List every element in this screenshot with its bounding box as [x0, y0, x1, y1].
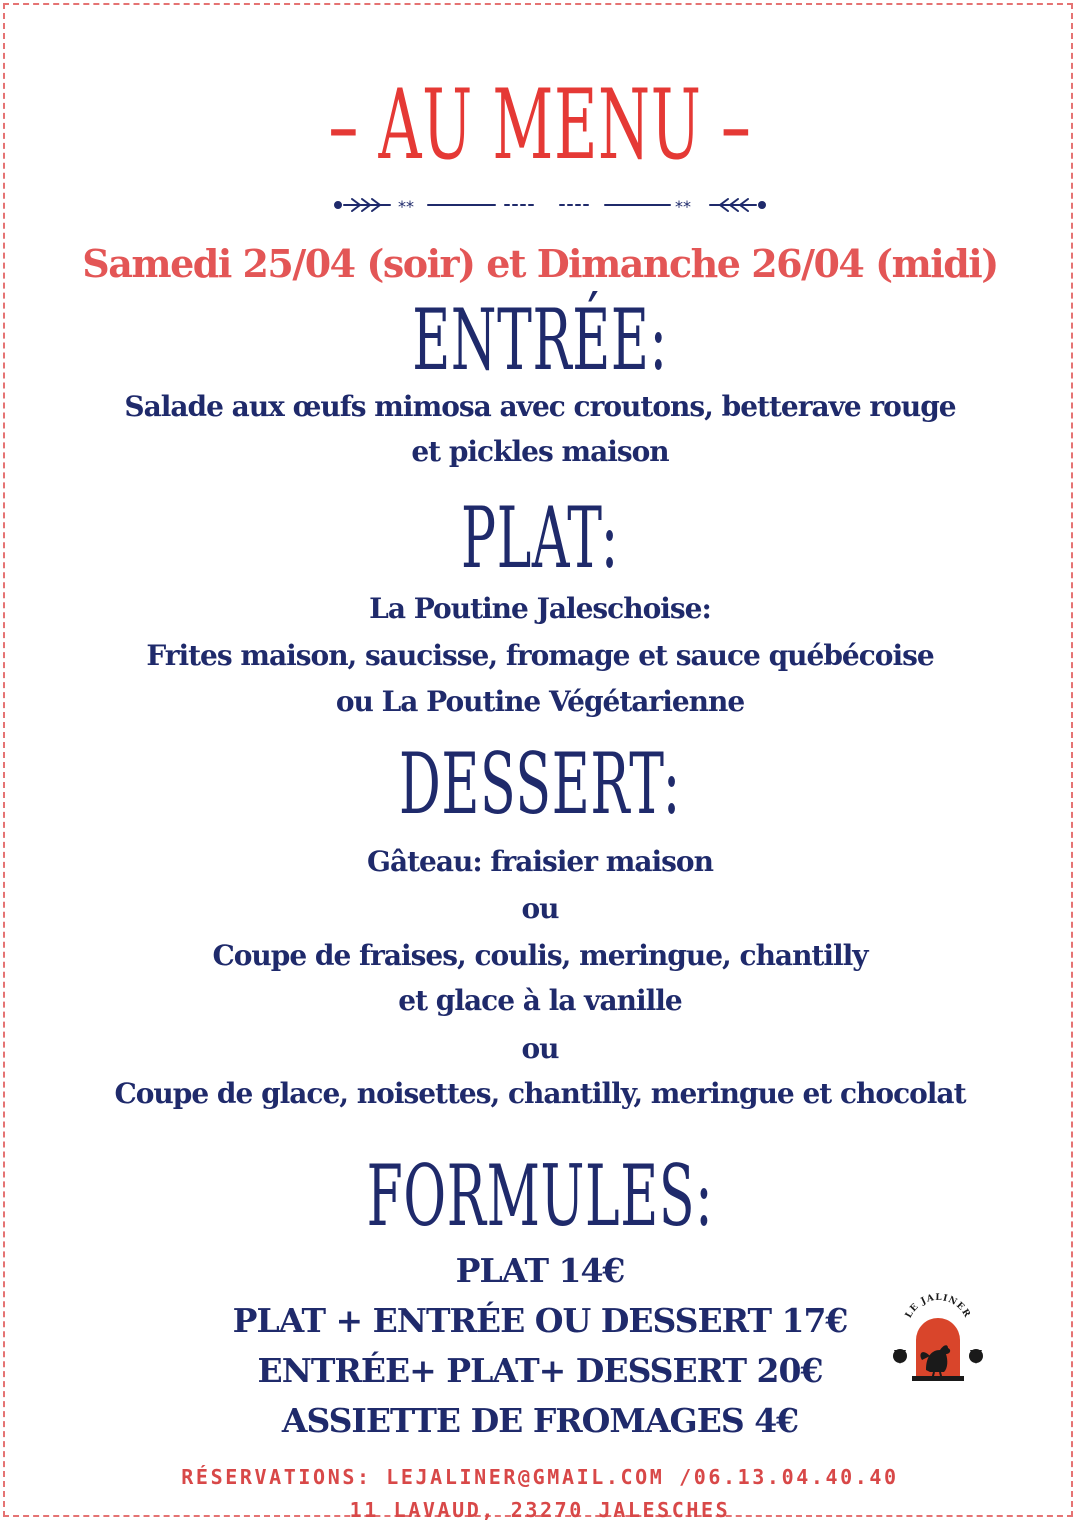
- service-dates: Samedi 25/04 (soir) et Dimanche 26/04 (midi): [82, 241, 998, 286]
- dessert-line: Coupe de glace, noisettes, chantilly, meringue et chocolat: [114, 1077, 966, 1110]
- logo-text: LE JALINER: [903, 1292, 973, 1320]
- dessert-line: ou: [521, 892, 559, 925]
- dessert-line: Gâteau: fraisier maison: [367, 845, 713, 878]
- formules-heading: FORMULES:: [366, 1147, 714, 1245]
- entree-line: Salade aux œufs mimosa avec croutons, betterave rouge: [124, 390, 956, 423]
- svg-text:**: **: [675, 197, 691, 216]
- plat-heading: PLAT:: [461, 489, 619, 587]
- entree-heading: ENTRÉE:: [412, 291, 668, 389]
- reservations-info: RÉSERVATIONS: LEJALINER@GMAIL.COM /06.13.04.40.40: [181, 1465, 899, 1489]
- formule-line: PLAT + ENTRÉE OU DESSERT 17€: [232, 1301, 848, 1340]
- formule-line: ASSIETTE DE FROMAGES 4€: [281, 1401, 799, 1440]
- plat-line: La Poutine Jaleschoise:: [369, 592, 711, 625]
- dessert-line: et glace à la vanille: [398, 984, 682, 1017]
- dessert-heading: DESSERT:: [399, 735, 681, 833]
- dessert-line: Coupe de fraises, coulis, meringue, chantilly: [212, 939, 868, 972]
- entree-line: et pickles maison: [411, 435, 669, 468]
- formule-line: ENTRÉE+ PLAT+ DESSERT 20€: [257, 1351, 823, 1390]
- svg-text:LE JALINER: [904, 1293, 972, 1320]
- dessert-line: ou: [521, 1032, 559, 1065]
- svg-text:**: **: [398, 197, 414, 216]
- plat-line: Frites maison, saucisse, fromage et sauce québécoise: [146, 639, 934, 672]
- ornament-divider-icon: [330, 190, 770, 220]
- menu-title: – AU MENU –: [328, 69, 752, 181]
- address: 11 LAVAUD, 23270 JALESCHES: [349, 1498, 731, 1522]
- formule-line: PLAT 14€: [455, 1251, 625, 1290]
- plat-line: ou La Poutine Végétarienne: [335, 685, 745, 718]
- rooster-logo-icon: [886, 1290, 990, 1390]
